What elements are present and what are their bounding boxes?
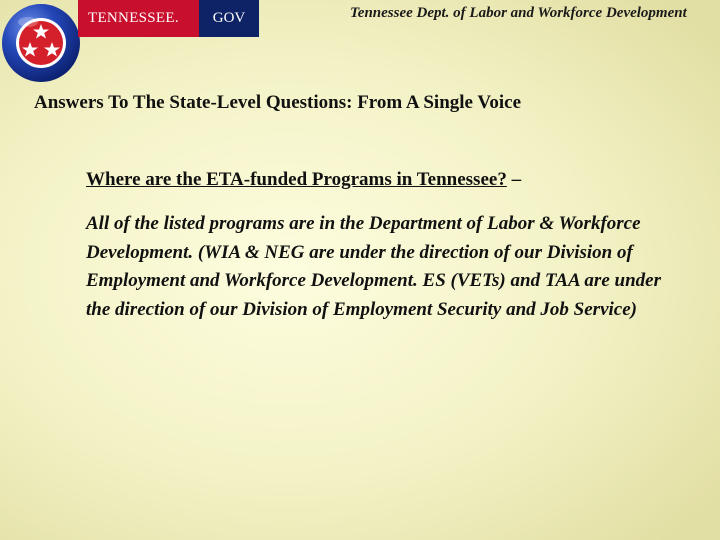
tennessee-gov-banner[interactable] [78,0,259,37]
answer-paragraph: All of the listed programs are in the Department of Labor & Workforce Development. (WIA & NEG are under the direction of our Division of Employment and Workforce Development. ES (VETs) and TAA are under the direction of our Division of Employment Security and Job Service) [86,213,661,320]
question-dash: – [511,169,522,190]
slide-heading: Answers To The State-Level Questions: From A Single Voice [34,92,521,113]
brand-tld: GOV [199,0,259,37]
brand-name: TENNESSEE. [88,10,179,26]
question-line [86,169,686,191]
department-title: Tennessee Dept. of Labor and Workforce Development [350,5,687,21]
tennessee-seal-logo [0,2,82,84]
question-text: Where are the ETA-funded Programs in Tennessee? [86,169,507,190]
